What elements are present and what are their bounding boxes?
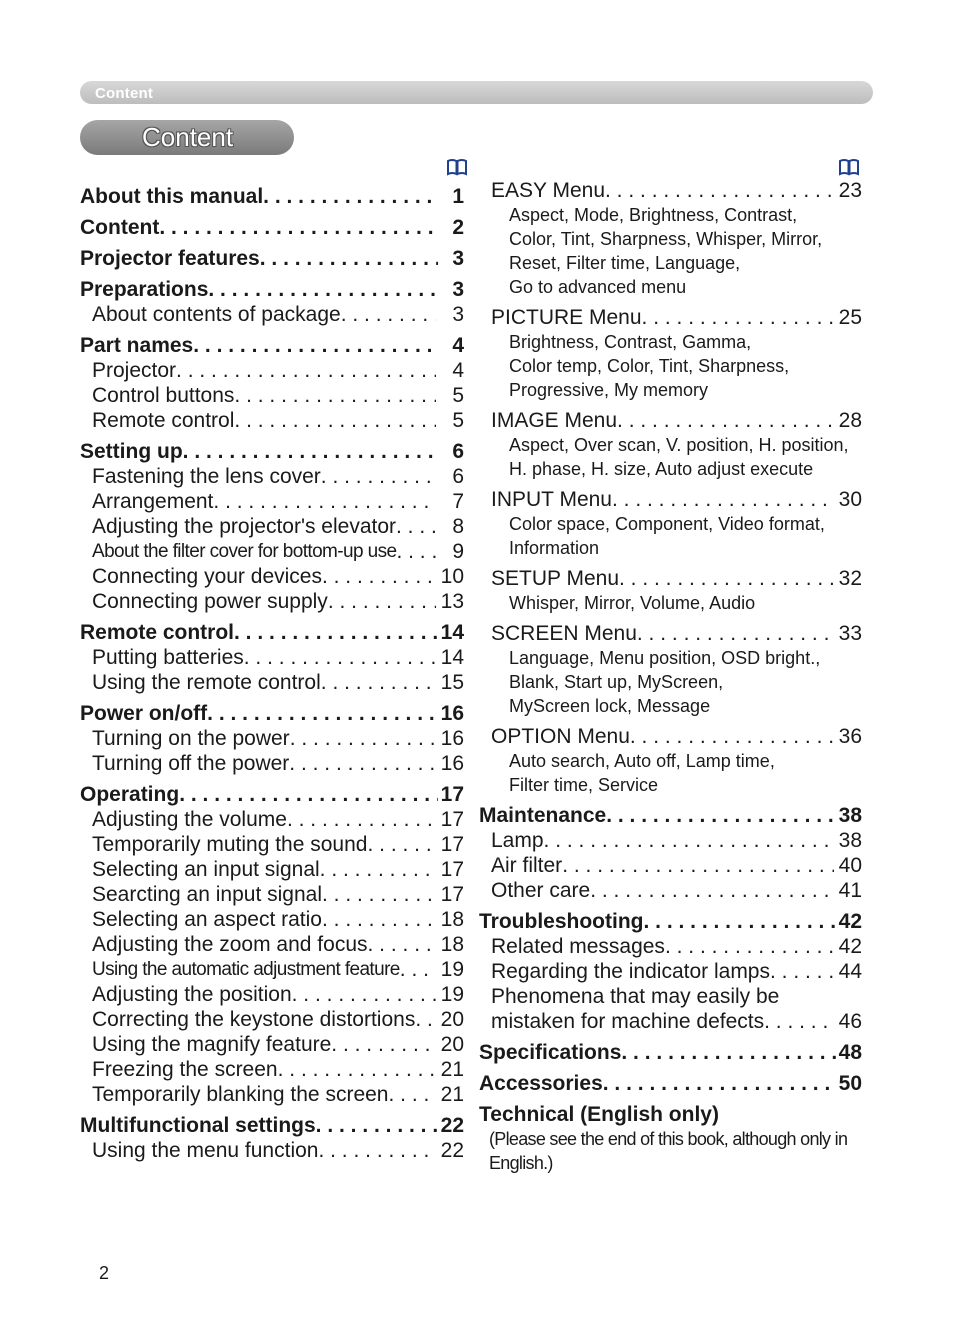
book-icon [838, 158, 860, 176]
menu-description: Aspect, Mode, Brightness, Contrast, Color, Tint, Sharpness, Whisper, Mirror, Reset, Filter time, Language, Go to advanced menu [509, 205, 823, 297]
toc-entry[interactable]: Fastening the lens cover . . . 6 [80, 464, 464, 489]
toc-entry[interactable]: Remote control . . . 5 [80, 408, 464, 433]
toc-entry[interactable]: Adjusting the volume . . . 17 [80, 807, 464, 832]
toc-menu-image[interactable]: IMAGE Menu . . . 28 [479, 408, 862, 433]
toc-entry[interactable]: Turning on the power . . . 16 [80, 726, 464, 751]
toc-entry[interactable]: Turning off the power . . . 16 [80, 751, 464, 776]
toc-section-features[interactable]: Projector features . . . 3 [80, 240, 464, 271]
toc-left-column [80, 178, 464, 1163]
toc-entry[interactable]: Correcting the keystone distortions . . . 20 [80, 1007, 464, 1032]
toc-entry[interactable]: Searcting an input signal . . . 17 [80, 882, 464, 907]
toc-entry[interactable]: About contents of package . . . 3 [80, 302, 464, 327]
toc-entry[interactable]: Adjusting the position . . . 19 [80, 982, 464, 1007]
toc-entry[interactable]: Related messages . . . 42 [479, 934, 862, 959]
toc-section-accessories[interactable]: Accessories . . . 50 [479, 1065, 862, 1096]
toc-entry[interactable]: Projector . . . 4 [80, 358, 464, 383]
toc-menu-easy[interactable]: EASY Menu . . . 23 [479, 178, 862, 203]
toc-menu-picture[interactable]: PICTURE Menu . . . 25 [479, 305, 862, 330]
menu-description: Brightness, Contrast, Gamma, Color temp, Color, Tint, Sharpness, Progressive, My memory [509, 332, 790, 400]
toc-entry[interactable]: Using the magnify feature . . . 20 [80, 1032, 464, 1057]
menu-description: Whisper, Mirror, Volume, Audio [509, 593, 756, 613]
header-bar-label: Content [95, 85, 154, 102]
toc-section-content[interactable]: Content . . . 2 [80, 209, 464, 240]
toc-section-specifications[interactable]: Specifications . . . 48 [479, 1034, 862, 1065]
menu-description: Aspect, Over scan, V. position, H. position, H. phase, H. size, Auto adjust execute [509, 435, 849, 479]
menu-description: Language, Menu position, OSD bright., Blank, Start up, MyScreen, MyScreen lock, Message [509, 648, 821, 716]
toc-entry[interactable]: Using the menu function . . . 22 [80, 1138, 464, 1163]
menu-description: Auto search, Auto off, Lamp time, Filter time, Service [509, 751, 775, 795]
toc-section-remote-control[interactable]: Remote control . . . 14 [80, 614, 464, 645]
toc-entry[interactable]: Selecting an input signal . . . 17 [80, 857, 464, 882]
toc-section-preparations[interactable]: Preparations . . . 3 [80, 271, 464, 302]
toc-entry[interactable]: Selecting an aspect ratio . . . 18 [80, 907, 464, 932]
toc-entry[interactable]: About the filter cover for bottom-up use . . . 9 [80, 539, 464, 564]
toc-entry[interactable]: Adjusting the zoom and focus . . . 18 [80, 932, 464, 957]
toc-section-part-names[interactable]: Part names . . . 4 [80, 327, 464, 358]
toc-entry[interactable]: Connecting your devices . . . 10 [80, 564, 464, 589]
toc-section-multifunctional[interactable]: Multifunctional settings . . . 22 [80, 1107, 464, 1138]
toc-menu-screen[interactable]: SCREEN Menu . . . 33 [479, 621, 862, 646]
menu-description: Color space, Component, Video format, Information [509, 514, 825, 558]
book-icon [446, 158, 468, 176]
toc-entry[interactable]: Using the automatic adjustment feature . . . 19 [80, 957, 464, 982]
toc-entry[interactable]: Freezing the screen . . . 21 [80, 1057, 464, 1082]
toc-entry-phenomena-line2[interactable]: mistaken for machine defects . . . 46 [479, 1009, 862, 1034]
toc-right-column [479, 178, 862, 1175]
page-title-banner [80, 120, 294, 155]
toc-entry[interactable]: Control buttons . . . 5 [80, 383, 464, 408]
toc-entry[interactable]: Adjusting the projector's elevator . . . 8 [80, 514, 464, 539]
header-bar [80, 81, 873, 104]
toc-menu-option[interactable]: OPTION Menu . . . 36 [479, 724, 862, 749]
toc-section-troubleshooting[interactable]: Troubleshooting . . . 42 [479, 903, 862, 934]
page-title: Content [142, 122, 234, 152]
toc-section-setting-up[interactable]: Setting up . . . 6 [80, 433, 464, 464]
toc-entry[interactable]: Lamp . . . 38 [479, 828, 862, 853]
technical-note: (Please see the end of this book, although only in English.) [489, 1129, 848, 1173]
toc-entry[interactable]: Connecting power supply . . . 13 [80, 589, 464, 614]
toc-entry[interactable]: Air filter . . . 40 [479, 853, 862, 878]
toc-entry[interactable]: Regarding the indicator lamps . . . 44 [479, 959, 862, 984]
toc-menu-setup[interactable]: SETUP Menu . . . 32 [479, 566, 862, 591]
toc-entry-phenomena-line1[interactable]: Phenomena that may easily be [491, 985, 780, 1008]
toc-entry[interactable]: Temporarily blanking the screen . . . 21 [80, 1082, 464, 1107]
toc-section-operating[interactable]: Operating . . . 17 [80, 776, 464, 807]
toc-entry[interactable]: Other care . . . 41 [479, 878, 862, 903]
page-number: 2 [99, 1263, 110, 1283]
toc-section-technical[interactable]: Technical (English only) [479, 1103, 719, 1126]
toc-menu-input[interactable]: INPUT Menu . . . 30 [479, 487, 862, 512]
toc-entry[interactable]: Temporarily muting the sound . . . 17 [80, 832, 464, 857]
toc-section-about[interactable]: About this manual . . . 1 [80, 178, 464, 209]
toc-section-power[interactable]: Power on/off . . . 16 [80, 695, 464, 726]
toc-entry[interactable]: Arrangement . . . 7 [80, 489, 464, 514]
toc-section-maintenance[interactable]: Maintenance . . . 38 [479, 797, 862, 828]
toc-entry[interactable]: Putting batteries . . . 14 [80, 645, 464, 670]
toc-entry[interactable]: Using the remote control . . . 15 [80, 670, 464, 695]
